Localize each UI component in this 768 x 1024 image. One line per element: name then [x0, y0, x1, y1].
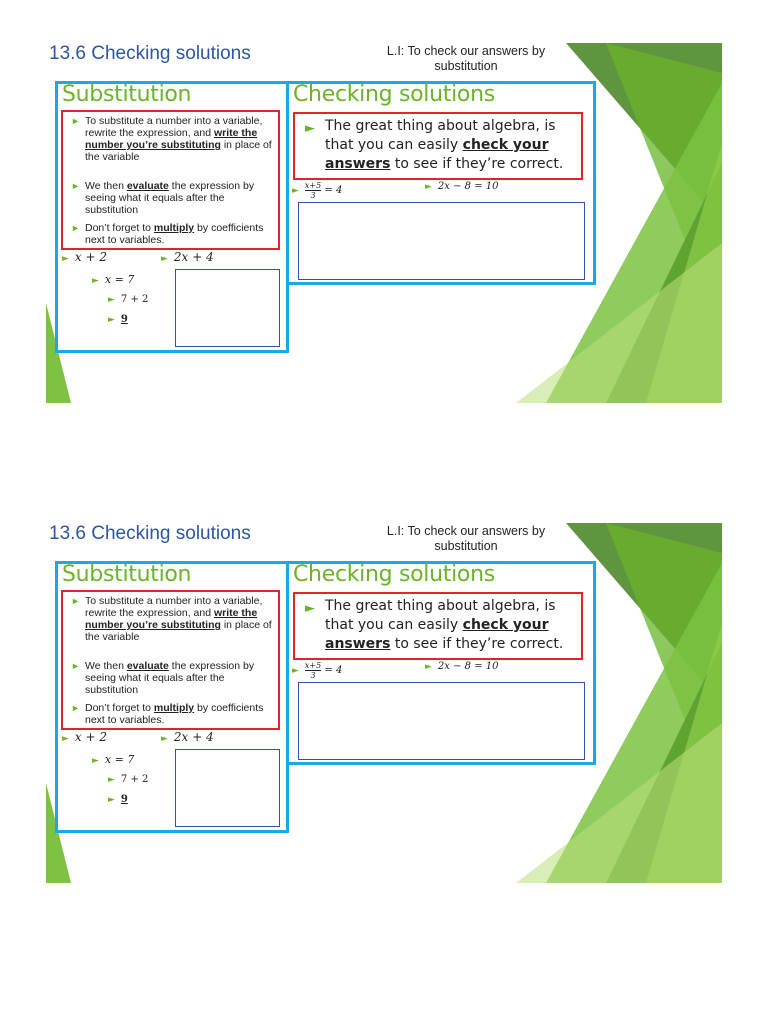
answer-box-checking [298, 682, 585, 760]
bullet-2: ► We then evaluate the expression by seeing what it equals after the substitution [71, 660, 255, 696]
expression-1: ► x + 2 [62, 250, 108, 264]
arrow-icon: ► [71, 116, 80, 126]
arrow-icon: ► [62, 254, 69, 264]
checking-heading: Checking solutions [293, 562, 495, 587]
arrow-icon: ► [425, 662, 432, 672]
step-3: ► 9 [108, 794, 128, 805]
step-1: ► x = 7 [92, 753, 135, 766]
slide-title: 13.6 Checking solutions [49, 523, 251, 544]
checking-statement: ► The great thing about algebra, is that you can easily check your answers to see if they’re correct. [305, 118, 564, 172]
step-1: ► x = 7 [92, 273, 135, 286]
arrow-icon: ► [71, 596, 80, 606]
equation-2: ► 2x − 8 = 10 [425, 181, 499, 192]
slide-title: 13.6 Checking solutions [49, 43, 251, 64]
answer-box-substitution [175, 749, 280, 827]
arrow-icon: ► [92, 756, 99, 766]
equation-2: ► 2x − 8 = 10 [425, 661, 499, 672]
equation-1: ► $\frac{x+5}{3}$ = 4 [292, 661, 343, 680]
arrow-icon: ► [71, 181, 80, 191]
substitution-heading: Substitution [62, 562, 192, 587]
arrow-icon: ► [292, 186, 299, 196]
arrow-icon: ► [108, 795, 115, 805]
arrow-icon: ► [425, 182, 432, 192]
arrow-icon: ► [62, 734, 69, 744]
checking-heading: Checking solutions [293, 82, 495, 107]
expression-1: ► x + 2 [62, 730, 108, 744]
arrow-icon: ► [305, 121, 315, 136]
step-3: ► 9 [108, 314, 128, 325]
bullet-2: ► We then evaluate the expression by seeing what it equals after the substitution [71, 180, 255, 216]
arrow-icon: ► [305, 601, 315, 616]
bullet-3: ► Don’t forget to multiply by coefficients next to variables. [71, 702, 264, 726]
equation-1: ► $\frac{x+5}{3}$ = 4 [292, 181, 343, 200]
arrow-icon: ► [108, 315, 115, 325]
answer-box-substitution [175, 269, 280, 347]
arrow-icon: ► [292, 666, 299, 676]
arrow-icon: ► [71, 703, 80, 713]
answer-box-checking [298, 202, 585, 280]
arrow-icon: ► [161, 254, 168, 264]
substitution-heading: Substitution [62, 82, 192, 107]
checking-statement: ► The great thing about algebra, is that you can easily check your answers to see if they’re correct. [305, 598, 564, 652]
bullet-1: ► To substitute a number into a variable, rewrite the expression, and write the number you’re substituting in place of the variable [71, 115, 272, 163]
arrow-icon: ► [108, 775, 115, 785]
bullet-3: ► Don’t forget to multiply by coefficients next to variables. [71, 222, 264, 246]
arrow-icon: ► [71, 223, 80, 233]
step-2: ► 7 + 2 [108, 774, 149, 785]
lesson-intention: L.I: To check our answers by substitution [386, 524, 546, 553]
slide-2 [46, 523, 722, 883]
arrow-icon: ► [71, 661, 80, 671]
bullet-1: ► To substitute a number into a variable, rewrite the expression, and write the number you’re substituting in place of the variable [71, 595, 272, 643]
step-2: ► 7 + 2 [108, 294, 149, 305]
arrow-icon: ► [92, 276, 99, 286]
expression-2: ► 2x + 4 [161, 730, 214, 744]
arrow-icon: ► [108, 295, 115, 305]
slide-1 [46, 43, 722, 403]
expression-2: ► 2x + 4 [161, 250, 214, 264]
arrow-icon: ► [161, 734, 168, 744]
lesson-intention: L.I: To check our answers by substitution [386, 44, 546, 73]
